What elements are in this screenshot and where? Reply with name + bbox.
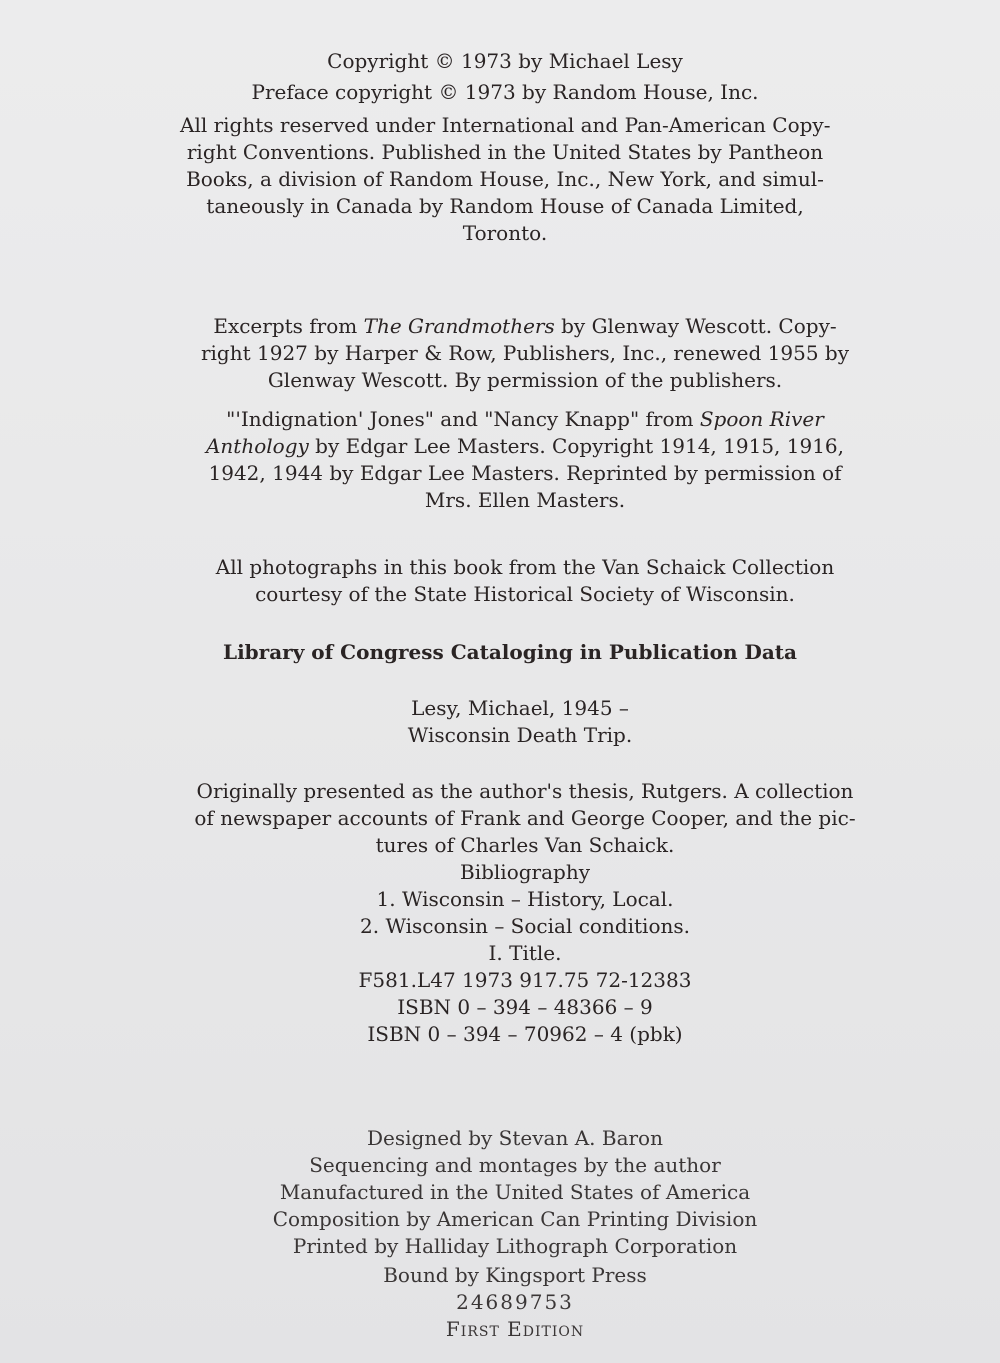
- grandmothers-title: The Grandmothers: [363, 314, 555, 338]
- photographs-line: courtesy of the State Historical Society of Wisconsin.: [255, 582, 795, 606]
- cip-note-line: of newspaper accounts of Frank and George Cooper, and the pic-: [194, 806, 856, 830]
- colophon-line: Manufactured in the United States of America: [279, 1180, 751, 1204]
- spoon-river-permission: [195, 406, 855, 514]
- cip-entry: 2. Wisconsin – Social conditions.: [360, 914, 690, 938]
- cip-heading: [180, 639, 840, 666]
- grandmothers-line: Glenway Wescott. By permission of the publishers.: [267, 368, 783, 392]
- cip-entry: Bibliography: [460, 860, 590, 884]
- colophon: [205, 1125, 825, 1343]
- grandmothers-post: by Glenway Wescott. Copy-: [554, 314, 837, 338]
- edition-label: First Edition: [445, 1317, 585, 1341]
- cip-entry: ISBN 0 – 394 – 70962 – 4 (pbk): [367, 1022, 683, 1046]
- cip-entry: I. Title.: [488, 941, 562, 965]
- spoon-river-line: [195, 406, 855, 433]
- grandmothers-line: right 1927 by Harper & Row, Publishers, Inc., renewed 1955 by: [200, 341, 850, 365]
- cip-note-line: tures of Charles Van Schaick.: [375, 833, 675, 857]
- colophon-line: Bound by Kingsport Press: [383, 1263, 647, 1287]
- rights-reserved-paragraph: [180, 112, 830, 247]
- printing-number: 24689753: [456, 1290, 574, 1314]
- colophon-line: Designed by Stevan A. Baron: [367, 1126, 663, 1150]
- cip-heading-text: Library of Congress Cataloging in Publication Data: [223, 640, 797, 664]
- copyright-block: [180, 48, 830, 106]
- photographs-line: All photographs in this book from the Van Schaick Collection: [215, 555, 835, 579]
- colophon-line: Sequencing and montages by the author: [309, 1153, 721, 1177]
- cip-author: Lesy, Michael, 1945 –: [411, 696, 629, 720]
- spoon-river-line: Mrs. Ellen Masters.: [424, 488, 626, 512]
- rights-line: Toronto.: [462, 221, 548, 245]
- cip-title: Wisconsin Death Trip.: [407, 723, 633, 747]
- photographs-credit: [195, 554, 855, 608]
- grandmothers-permission: [195, 313, 855, 394]
- rights-line: taneously in Canada by Random House of Canada Limited,: [206, 194, 804, 218]
- grandmothers-pre: Excerpts from: [213, 314, 364, 338]
- rights-line: All rights reserved under International and Pan-American Copy-: [180, 113, 831, 137]
- cip-entry: ISBN 0 – 394 – 48366 – 9: [397, 995, 653, 1019]
- spoon-river-line: 1942, 1944 by Edgar Lee Masters. Reprinted by permission of: [208, 461, 842, 485]
- spoon-river-line: [195, 433, 855, 460]
- cip-author-title: [190, 695, 850, 749]
- spoon-river-post: by Edgar Lee Masters. Copyright 1914, 1915, 1916,: [308, 434, 845, 458]
- cip-entry: 1. Wisconsin – History, Local.: [376, 887, 674, 911]
- spoon-river-title: Spoon River: [699, 407, 824, 431]
- spoon-river-pre: "'Indignation' Jones" and "Nancy Knapp" from: [226, 407, 700, 431]
- cip-entry: F581.L47 1973 917.75 72-12383: [358, 968, 692, 992]
- rights-line: Books, a division of Random House, Inc., New York, and simul-: [186, 167, 824, 191]
- rights-line: right Conventions. Published in the United States by Pantheon: [186, 140, 824, 164]
- anthology-title: Anthology: [205, 434, 309, 458]
- cip-note: [190, 778, 860, 1048]
- grandmothers-line: [195, 313, 855, 340]
- cip-note-line: Originally presented as the author's thesis, Rutgers. A collection: [196, 779, 854, 803]
- colophon-line: Composition by American Can Printing Division: [272, 1207, 758, 1231]
- colophon-line: Printed by Halliday Lithograph Corporation: [292, 1234, 738, 1258]
- preface-copyright-line: Preface copyright © 1973 by Random House, Inc.: [251, 80, 759, 104]
- copyright-line: Copyright © 1973 by Michael Lesy: [327, 49, 683, 73]
